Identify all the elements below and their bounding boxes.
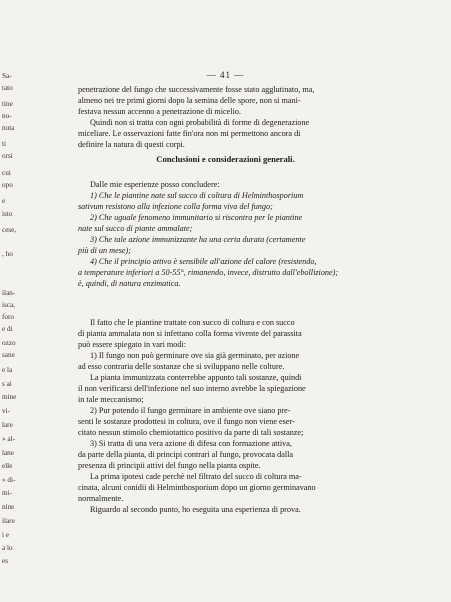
margin-fragment: lane [2,449,14,457]
margin-fragment: nuta [2,124,15,132]
conclusion-1-line: 1) Che le piantine nate sul succo di coltura di Helminthosporium [90,191,304,200]
conclusion-2-line: nate sul succo di piante ammalate; [78,224,193,233]
conclusion-4-line: è, quindi, di natura enzimatica. [78,279,181,288]
margin-fragment: opo [2,181,13,189]
explanation-3-line: 3) Si tratta di una vera azione di difesa con formazione attiva, [90,439,292,448]
paragraph-6-line: cinata, alcuni conidii di Helminthosporium dopo un giorno germinavano [78,483,316,492]
margin-fragment: cese, [2,226,17,234]
conclusion-4-line: 4) Che il principio attivo è sensibile all'azione del calore (resistendo, [90,257,317,266]
paragraph-4-line: di pianta ammalata non si infettano colla forma vivente del parassita [78,329,302,338]
margin-fragment: foro [2,313,14,321]
page-number: — 41 — [206,70,245,80]
margin-fragment: elle [2,462,13,470]
conclusion-1-line: sativum resistono alla infezione colla forma viva del fungo; [78,202,273,211]
conclusion-3-line: più di un mese); [78,246,131,255]
explanation-1-line: ad esso contraria delle sostanze che si sviluppano nelle colture. [78,362,285,371]
margin-fragment: mine [2,393,17,401]
paragraph-1-line: almeno nei tre primi giorni dopo la semina delle spore, non si mani- [78,96,301,105]
margin-fragment: ilare [2,517,15,525]
paragraph-2-line: Quindi non si tratta con ogni probabilità di forme di degenerazione [90,118,310,127]
section-heading: Conclusioni e considerazioni generali. [156,154,295,164]
margin-fragment: nine [2,503,15,511]
conclusion-3-line: 3) Che tale azione immunizzante ha una certa durata (certamente [90,235,306,244]
margin-fragment: isto [2,210,13,218]
conclusion-4-line: a temperature inferiori a 50-55°, rimanendo, invece, distrutto dall'ebollizione); [78,268,339,277]
margin-fragment: es [2,557,8,565]
paragraph-1-line: festava nessun accenno a penetrazione di micelio. [78,107,241,116]
margin-fragment: vi- [2,407,10,415]
margin-fragment: e la [2,366,13,374]
left-margin-bleed-through [0,0,26,602]
margin-fragment: , ho [2,250,13,258]
paragraph-2-line: miceliare. Le osservazioni fatte fin'ora non mi permettono ancora di [78,129,301,138]
paragraph-5-line: il non verificarsi dell'infezione nel suo interno avrebbe la spiegazione [78,384,306,393]
margin-fragment: Sa- [2,72,12,80]
margin-fragment: lare [2,421,13,429]
explanation-3-line: da parte della pianta, di principi contrari al fungo, provocata dalla [78,450,294,459]
margin-fragment: orsi [2,152,13,160]
paragraph-6-line: La prima ipotesi cade perchè nel filtrato del succo di coltura ma- [90,472,302,481]
explanation-2-line: 2) Pur potendo il fungo germinare in ambiente ove siano pre- [90,406,291,415]
margin-fragment: e [2,197,6,205]
explanation-2-line: senti le sostanze prodottesi in coltura, ove il fungo non viene eser- [78,417,295,426]
paragraph-3: Dalle mie esperienze posso concludere: [90,180,220,189]
paragraph-5-line: in tale meccanismo; [78,395,144,404]
margin-fragment: sane [2,351,15,359]
margin-fragment: s ai [2,380,12,388]
explanation-2-line: citato nessun stimolo chemiotattico positivo da parte di tali sostanze; [78,428,304,437]
explanation-3-line: presenza di principii attivi del fungo nella pianta ospite. [78,461,261,470]
paragraph-1-line: penetrazione del fungo che successivamente fosse stato agglutinato, ma, [78,85,315,94]
margin-fragment: cui [2,169,11,177]
margin-fragment: » di- [2,476,16,484]
paragraph-7: Riguardo al secondo punto, ho eseguita una esperienza di prova. [90,505,301,514]
margin-fragment: i e [2,531,9,539]
explanation-1-line: 1) Il fungo non può germinare ove sia già germinato, per azione [90,351,300,360]
paragraph-5-line: La pianta immunizzata conterrebbe appunto tali sostanze, quindi [90,373,302,382]
margin-fragment: » al- [2,435,15,443]
margin-fragment: no- [2,112,12,120]
margin-fragment: ozzo [2,339,16,347]
margin-fragment: isca, [2,301,15,309]
paragraph-6-line: normalmente. [78,494,124,503]
paragraph-4-line: Il fatto che le piantine trattate con succo di coltura e con succo [90,318,295,327]
paragraph-2-line: definire la natura di questi corpi. [78,140,185,149]
conclusion-2-line: 2) Che uguale fenomeno immunitario si riscontra per le piantine [90,213,303,222]
margin-fragment: a lo [2,544,13,552]
margin-fragment: tine [2,100,13,108]
margin-fragment: mi- [2,489,12,497]
margin-fragment: tato [2,84,13,92]
margin-fragment: ti [2,140,6,148]
margin-fragment: e di [2,325,13,333]
margin-fragment: ilan- [2,289,16,297]
paragraph-4-line: può essere spiegato in vari modi: [78,340,187,349]
